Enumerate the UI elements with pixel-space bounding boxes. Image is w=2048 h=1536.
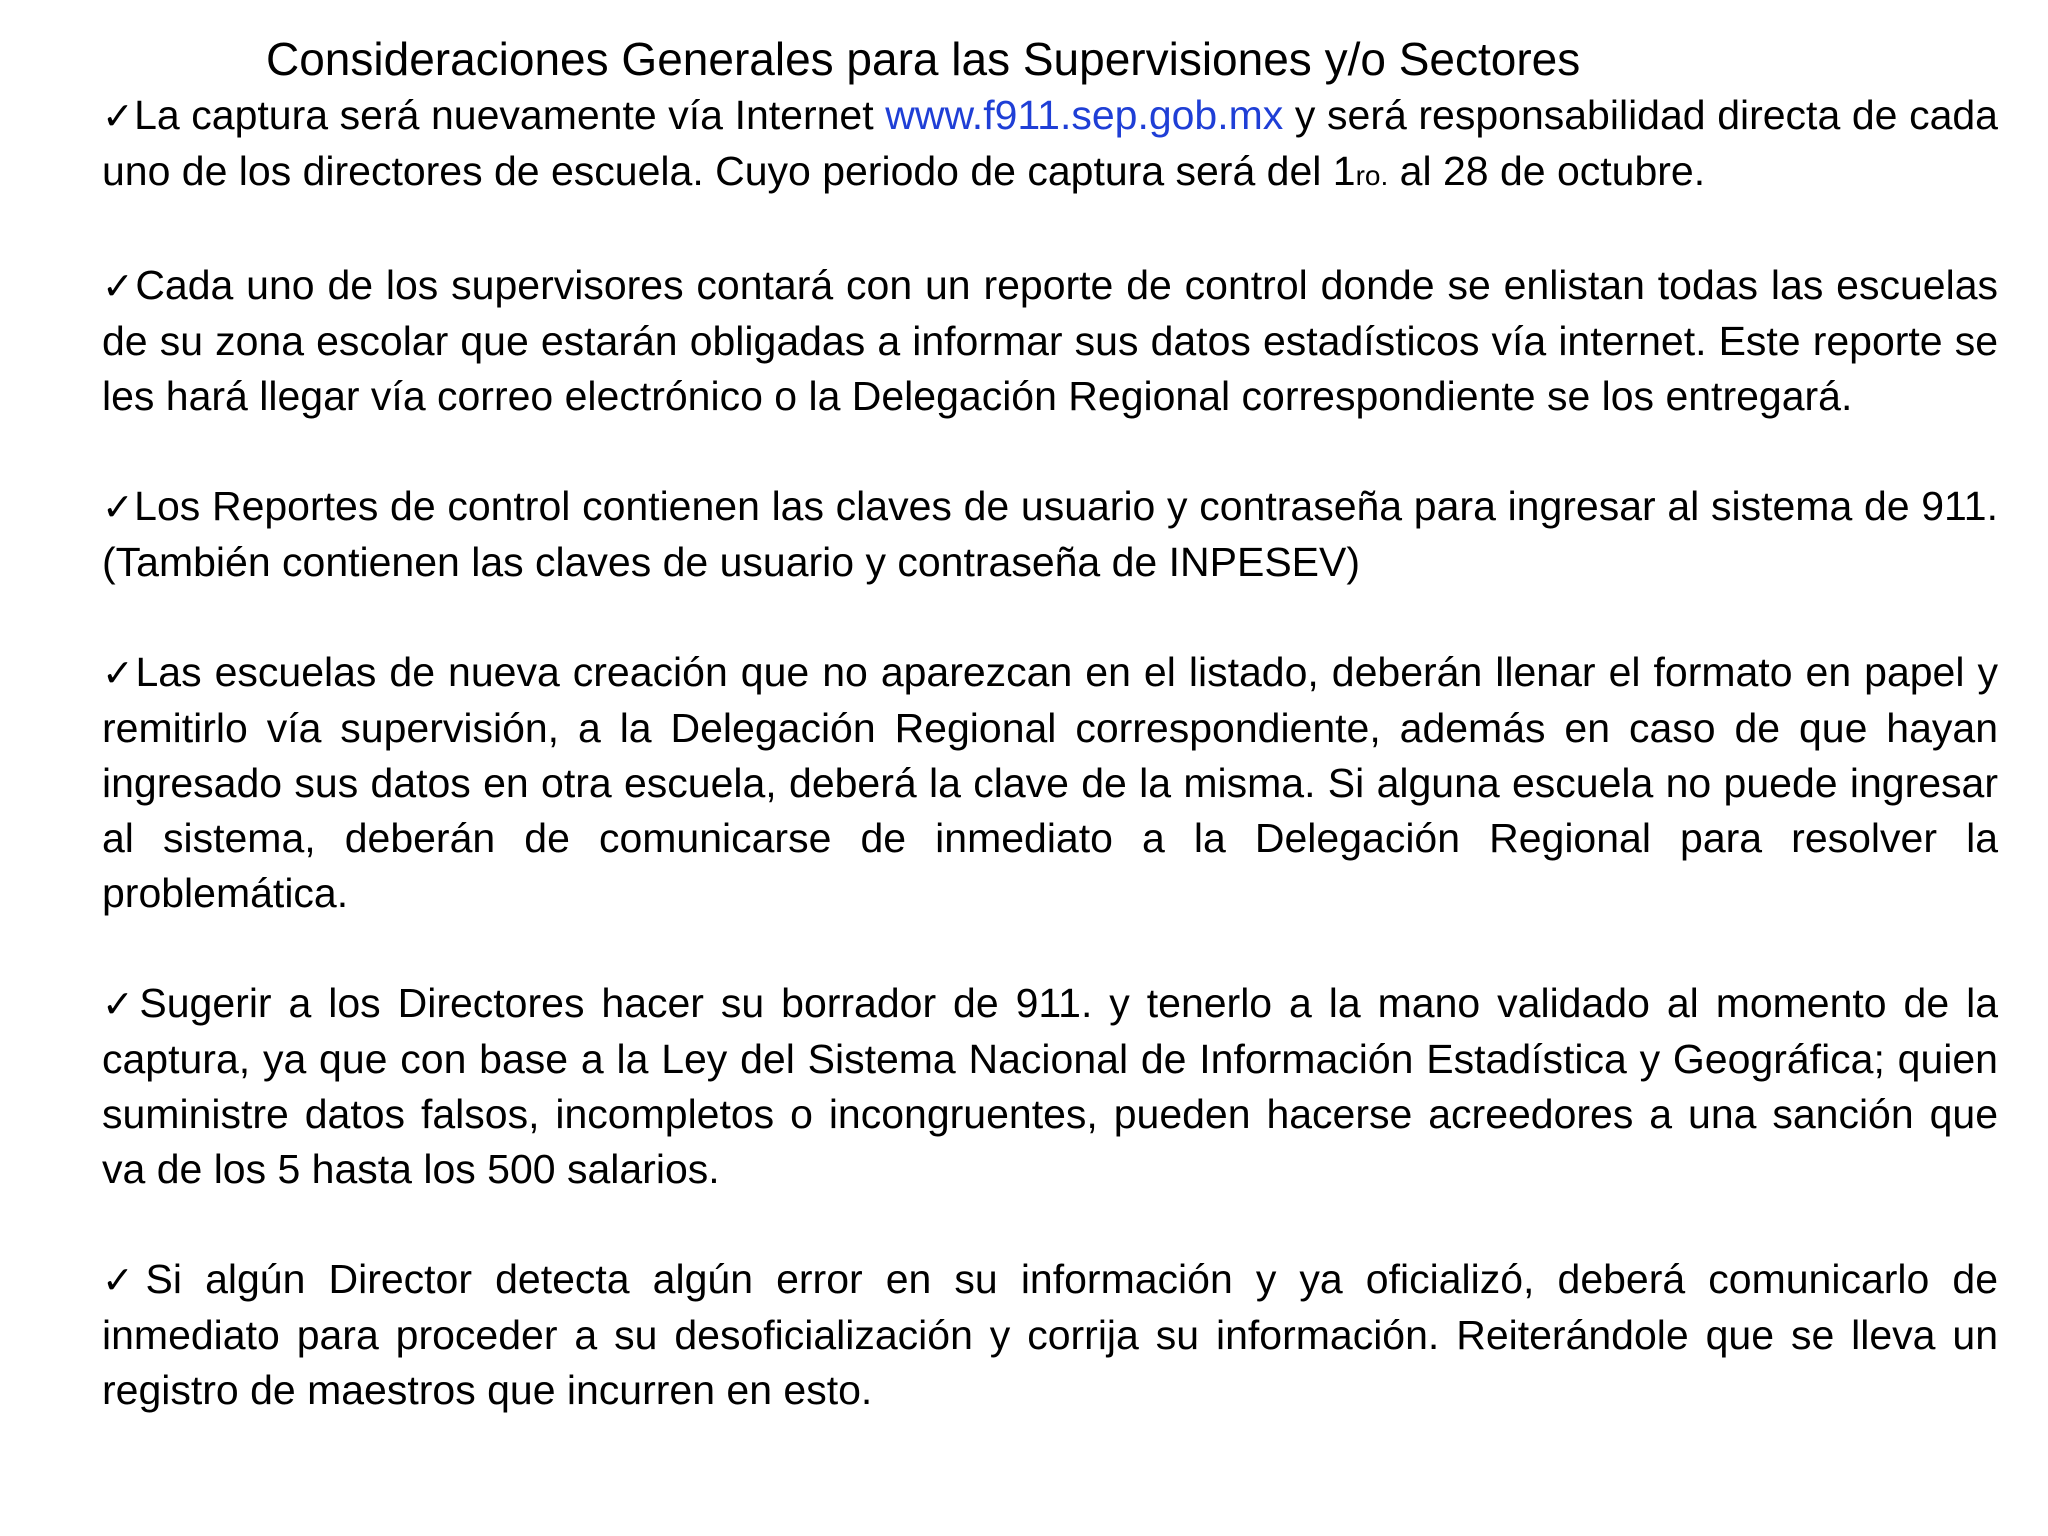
checkmark-icon: ✓ [102, 264, 136, 308]
item-text: Las escuelas de nueva creación que no aparezcan en el listado, deberán llenar el formato en papel y remitirlo vía supervisión, a la Delegación Regional correspondiente, además en caso de que hayan ingresado sus datos en otra escuela, deberá la clave de la misma. Si alguna escuela no puede ingresar al sistema, deberán de comunicarse de inmediato a la Delegación Regional para resolver la problemática. [102, 649, 1998, 916]
checkmark-icon: ✓ [102, 982, 140, 1026]
list-item-nueva-creacion [102, 645, 1998, 921]
item-text: La captura será nuevamente vía Internet [134, 92, 886, 138]
checkmark-icon: ✓ [102, 485, 135, 529]
list-item-reporte-control [102, 258, 1998, 424]
item-text: al 28 de octubre. [1388, 148, 1706, 194]
list-item-error [102, 1252, 1998, 1418]
ordinal-suffix: ro. [1355, 160, 1389, 191]
website-link[interactable]: www.f911.sep.gob.mx [885, 92, 1284, 138]
item-text: Cada uno de los supervisores contará con un reporte de control donde se enlistan todas las escuelas de su zona escolar que estarán obligadas a informar sus datos estadísticos vía internet. Este reporte se les hará llegar vía correo electrónico o la Delegación Regional correspondiente se los entregará. [102, 262, 1998, 419]
item-text: Si algún Director detecta algún error en su información y ya oficializó, deberá comunicarlo de inmediato para proceder a su desoficialización y corrija su información. Reiterándole que se lleva un registro de maestros que incurren en esto. [102, 1256, 1998, 1413]
list-item-borrador [102, 976, 1998, 1197]
item-text: y será responsabilidad directa de cada uno de los directores de escuela. Cuyo periodo de captura será del 1 [102, 92, 1998, 194]
checkmark-icon: ✓ [102, 651, 136, 695]
page-title: Consideraciones Generales para las Supervisiones y/o Sectores [266, 33, 1581, 85]
list-item-claves [102, 479, 1998, 590]
checkmark-icon: ✓ [102, 1258, 146, 1302]
checkmark-icon: ✓ [102, 94, 135, 138]
item-text: Los Reportes de control contienen las claves de usuario y contraseña para ingresar al sistema de 911. (También contienen las claves de usuario y contraseña de INPESEV) [102, 483, 1998, 585]
list-item-captura [102, 88, 1998, 203]
item-text: Sugerir a los Directores hacer su borrador de 911. y tenerlo a la mano validado al momento de la captura, ya que con base a la Ley del Sistema Nacional de Información Estadística y Geográfica; quien suministre datos falsos, incompletos o incongruentes, pueden hacerse acreedores a una sanción que va de los 5 hasta los 500 salarios. [102, 980, 1999, 1192]
